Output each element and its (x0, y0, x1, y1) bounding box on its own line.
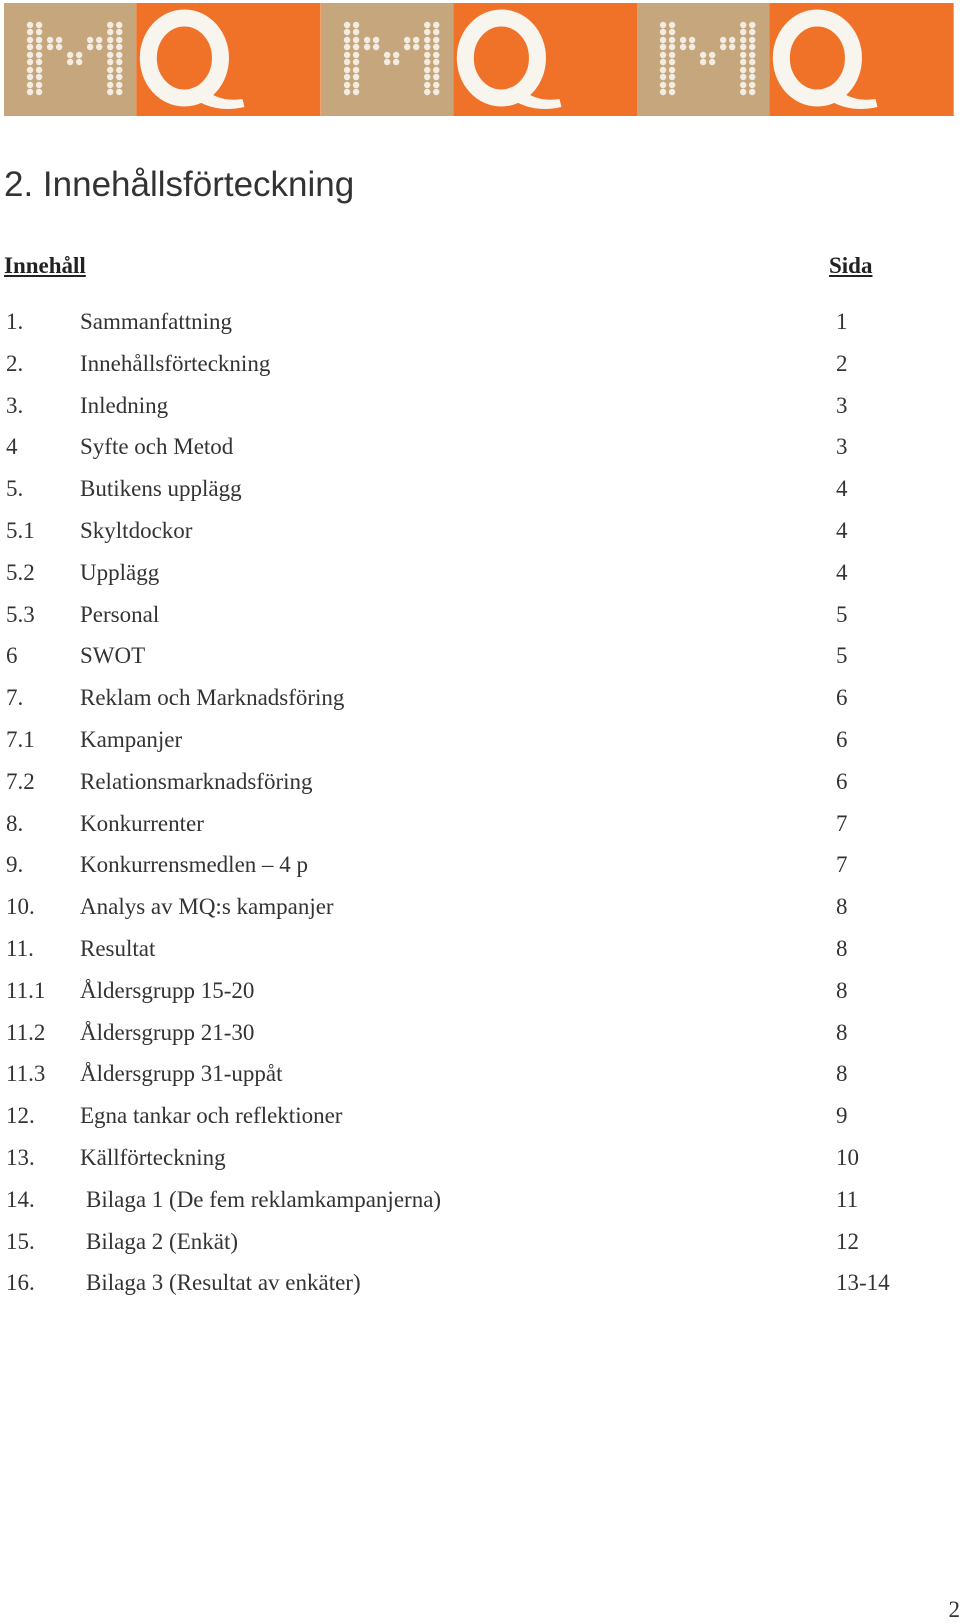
toc-title: Källförteckning (80, 1144, 226, 1170)
toc-title: Upplägg (80, 559, 160, 585)
toc-page: 7 (836, 852, 848, 878)
toc-row[interactable] (0, 1269, 960, 1311)
toc-title: Åldersgrupp 15-20 (80, 977, 255, 1003)
toc-number: 11.2 (6, 1019, 46, 1045)
toc-page: 1 (836, 309, 848, 334)
toc-page: 7 (836, 810, 848, 836)
toc-number: 6 (6, 643, 18, 669)
toc-title: Åldersgrupp 21-30 (80, 1019, 255, 1045)
toc-page: 5 (836, 601, 848, 627)
toc-page: 8 (836, 1061, 848, 1087)
column-header-page: Sida (829, 253, 873, 278)
toc-number: 11.3 (6, 1061, 46, 1087)
toc-number: 10. (6, 894, 35, 920)
toc-number: 5.2 (6, 559, 35, 585)
toc-number: 4 (6, 434, 18, 460)
toc-row[interactable] (0, 350, 960, 392)
toc-number: 7.2 (6, 768, 35, 794)
toc-title: Skyltdockor (80, 517, 193, 543)
column-header-content: Innehåll (4, 253, 86, 278)
mq-logo (637, 3, 954, 116)
toc-title: Relationsmarknadsföring (80, 768, 313, 794)
toc-row[interactable] (0, 977, 960, 1019)
toc-row[interactable] (0, 475, 960, 517)
toc-row[interactable] (0, 559, 960, 601)
toc-row[interactable] (0, 768, 960, 810)
toc-number: 5.1 (6, 517, 35, 543)
toc-page: 11 (836, 1186, 859, 1212)
toc-page: 8 (836, 935, 848, 961)
toc-row[interactable] (0, 1019, 960, 1061)
toc-row[interactable] (0, 726, 960, 768)
toc-row[interactable] (0, 684, 960, 726)
toc-title: SWOT (80, 643, 146, 669)
toc-row[interactable] (0, 810, 960, 852)
toc-page: 9 (836, 1103, 848, 1129)
toc-number: 8. (6, 810, 24, 836)
mq-logo (321, 3, 638, 116)
toc-title: Åldersgrupp 31-uppåt (80, 1061, 283, 1087)
toc-row[interactable] (0, 517, 960, 559)
toc-title: Innehållsförteckning (80, 350, 271, 376)
toc-title: Konkurrenter (80, 810, 204, 836)
toc-page: 8 (836, 894, 848, 920)
toc-row[interactable] (0, 935, 960, 977)
toc-number: 11.1 (6, 977, 46, 1003)
toc-row[interactable] (0, 1228, 960, 1270)
toc-title: Butikens upplägg (80, 476, 242, 502)
toc-page: 8 (836, 1019, 848, 1045)
toc-title: Kampanjer (80, 726, 183, 752)
toc-title: Inledning (80, 392, 169, 418)
toc-number: 7. (6, 685, 24, 711)
toc-row[interactable] (0, 601, 960, 643)
toc-number: 14. (6, 1186, 35, 1212)
toc-number: 9. (6, 852, 24, 878)
mq-logo-banner (4, 3, 954, 116)
toc-number: 1. (6, 309, 24, 334)
toc-title: Personal (80, 601, 160, 627)
toc-title: Resultat (80, 935, 156, 961)
toc-row[interactable] (0, 1186, 960, 1228)
toc-row[interactable] (0, 308, 960, 350)
toc-page: 3 (836, 434, 848, 460)
page-title: 2. Innehållsförteckning (4, 165, 355, 204)
toc-page: 12 (836, 1228, 859, 1254)
toc-row[interactable] (0, 1144, 960, 1186)
toc-number: 5.3 (6, 601, 35, 627)
toc-number: 12. (6, 1103, 35, 1129)
toc-page: 4 (836, 476, 848, 502)
toc-page: 6 (836, 685, 848, 711)
toc-row[interactable] (0, 1102, 960, 1144)
toc-page: 10 (836, 1144, 859, 1170)
toc-page: 2 (836, 350, 848, 376)
toc-row[interactable] (0, 893, 960, 935)
toc-number: 7.1 (6, 726, 35, 752)
toc-page: 4 (836, 559, 848, 585)
toc-row[interactable] (0, 851, 960, 893)
toc-title: Reklam och Marknadsföring (80, 685, 345, 711)
toc-page: 6 (836, 768, 848, 794)
toc-row[interactable] (0, 642, 960, 684)
toc-page: 8 (836, 977, 848, 1003)
toc-number: 2. (6, 350, 24, 376)
toc-row[interactable] (0, 1060, 960, 1102)
toc-row[interactable] (0, 433, 960, 475)
toc-number: 13. (6, 1144, 35, 1170)
toc-title: Bilaga 2 (Enkät) (86, 1228, 239, 1254)
toc-title: Konkurrensmedlen – 4 p (80, 852, 309, 878)
page-number: 2 (948, 1597, 960, 1622)
toc-row[interactable] (0, 392, 960, 434)
toc-page: 13-14 (836, 1270, 890, 1296)
toc-title: Sammanfattning (80, 309, 233, 334)
toc-title: Bilaga 3 (Resultat av enkäter) (86, 1270, 361, 1296)
toc-number: 15. (6, 1228, 35, 1254)
toc-page: 6 (836, 726, 848, 752)
table-of-contents (0, 308, 960, 1311)
toc-number: 11. (6, 935, 34, 961)
toc-number: 3. (6, 392, 24, 418)
toc-title: Egna tankar och reflektioner (80, 1103, 343, 1129)
toc-number: 5. (6, 476, 24, 502)
toc-title: Analys av MQ:s kampanjer (80, 894, 334, 920)
toc-page: 4 (836, 517, 848, 543)
mq-logo (4, 3, 321, 116)
toc-page: 3 (836, 392, 848, 418)
toc-title: Syfte och Metod (80, 434, 234, 460)
toc-page: 5 (836, 643, 848, 669)
toc-number: 16. (6, 1270, 35, 1296)
toc-title: Bilaga 1 (De fem reklamkampanjerna) (86, 1186, 442, 1212)
